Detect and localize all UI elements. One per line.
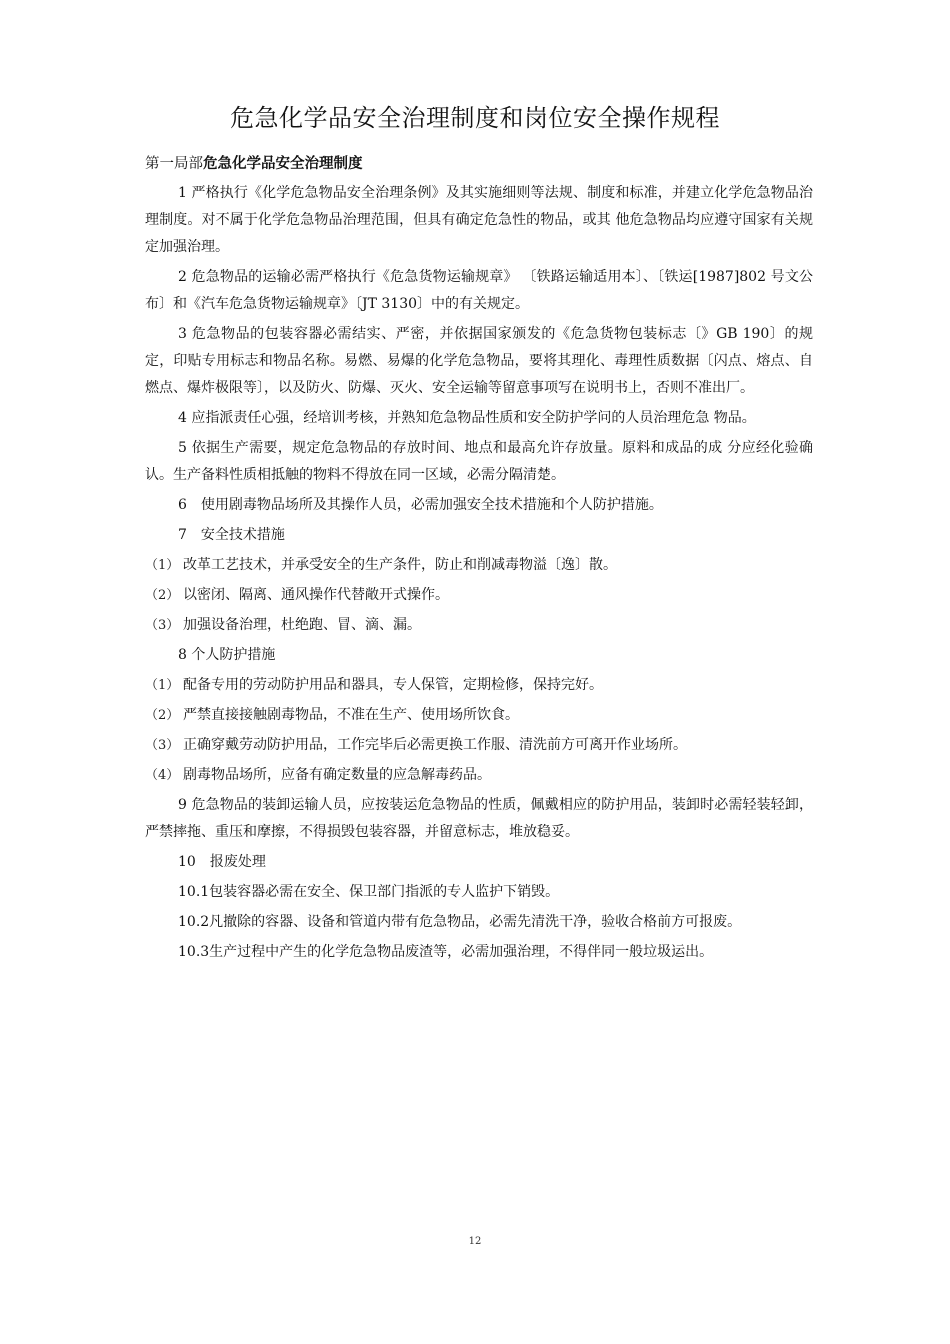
paragraph-9: 9 危急物品的装卸运输人员，应按装运危急物品的性质，佩戴相应的防护用品，装卸时必需轻装轻卸，严禁摔拖、重压和摩擦，不得损毁包装容器，并留意标志，堆放稳妥。 xyxy=(145,797,813,840)
paragraph-3: 3 危急物品的包装容器必需结实、严密，并依据国家颁发的《危急货物包装标志〔》GB 190〕的规定，印贴专用标志和物品名称。易燃、易爆的化学危急物品，要将其理化、毒理性质数据〔闪点、熔点、自燃点、爆炸极限等〕，以及防火、防爆、灭火、安全运输等留意事项写在说明书上，否则不准出厂。 xyxy=(145,326,813,396)
list-item-text: 严禁直接接触剧毒物品，不准在生产、使用场所饮食。 xyxy=(183,707,519,723)
section-heading xyxy=(145,152,363,173)
paragraph-7: 7 安全技术措施 xyxy=(178,527,285,543)
paragraph-8: 8 个人防护措施 xyxy=(178,647,276,663)
page-number: 12 xyxy=(468,1236,482,1247)
list-item-text: 配备专用的劳动防护用品和器具，专人保管，定期检修，保持完好。 xyxy=(183,677,603,693)
paragraph-6: 6 使用剧毒物品场所及其操作人员，必需加强安全技术措施和个人防护措施。 xyxy=(178,497,663,513)
paragraph-10-3: 10.3生产过程中产生的化学危急物品废渣等，必需加强治理，不得伴同一般垃圾运出。 xyxy=(178,944,714,960)
document-title: 危急化学品安全治理制度和岗位安全操作规程 xyxy=(230,104,720,132)
list-item-number: （1） xyxy=(145,558,180,573)
list-item xyxy=(145,732,813,759)
list-item xyxy=(145,552,813,579)
list-item-number: （2） xyxy=(145,588,180,603)
list-item-number: （1） xyxy=(145,678,180,693)
list-item-number: （3） xyxy=(145,618,180,633)
paragraph-10-2: 10.2凡撤除的容器、设备和管道内带有危急物品，必需先清洗干净，验收合格前方可报废。 xyxy=(178,914,742,930)
list-item xyxy=(145,672,813,699)
list-item-number: （4） xyxy=(145,768,180,783)
paragraph-5: 5 依据生产需要，规定危急物品的存放时间、地点和最高允许存放量。原料和成品的成 分应经化验确认。生产备料性质相抵触的物料不得放在同一区域，必需分隔清楚。 xyxy=(145,440,813,483)
list-item xyxy=(145,762,813,789)
list-item-text: 正确穿戴劳动防护用品，工作完毕后必需更换工作服、清洗前方可离开作业场所。 xyxy=(183,737,687,753)
paragraph-10: 10 报废处理 xyxy=(178,854,266,870)
list-item xyxy=(145,612,813,639)
section-heading-prefix: 第一局部 xyxy=(145,156,203,172)
paragraph-2: 2 危急物品的运输必需严格执行《危急货物运输规章》 〔铁路运输适用本〕、〔铁运[1987]802 号文公布〕和《汽车危急货物运输规章》〔JT 3130〕中的有关规定。 xyxy=(145,269,813,312)
list-item xyxy=(145,702,813,729)
list-item xyxy=(145,582,813,609)
list-item-number: （2） xyxy=(145,708,180,723)
list-item-text: 改革工艺技术，并承受安全的生产条件，防止和削减毒物溢〔逸〕散。 xyxy=(183,557,617,573)
list-item-text: 以密闭、隔离、通风操作代替敞开式操作。 xyxy=(183,587,449,603)
list-item-text: 加强设备治理，杜绝跑、冒、滴、漏。 xyxy=(183,617,421,633)
paragraph-4: 4 应指派责任心强，经培训考核，并熟知危急物品性质和安全防护学问的人员治理危急 物品。 xyxy=(178,410,756,426)
paragraph-1: 1 严格执行《化学危急物品安全治理条例》及其实施细则等法规、制度和标准，并建立化学危急物品治理制度。对不属于化学危急物品治理范围，但具有确定危急性的物品，或其 他危急物品均应遵守国家有关规定加强治理。 xyxy=(145,185,813,255)
list-item-text: 剧毒物品场所，应备有确定数量的应急解毒药品。 xyxy=(183,767,491,783)
document-body xyxy=(145,180,813,969)
section-heading-bold: 危急化学品安全治理制度 xyxy=(203,156,363,172)
paragraph-10-1: 10.1包装容器必需在安全、保卫部门指派的专人监护下销毁。 xyxy=(178,884,560,900)
list-item-number: （3） xyxy=(145,738,180,753)
